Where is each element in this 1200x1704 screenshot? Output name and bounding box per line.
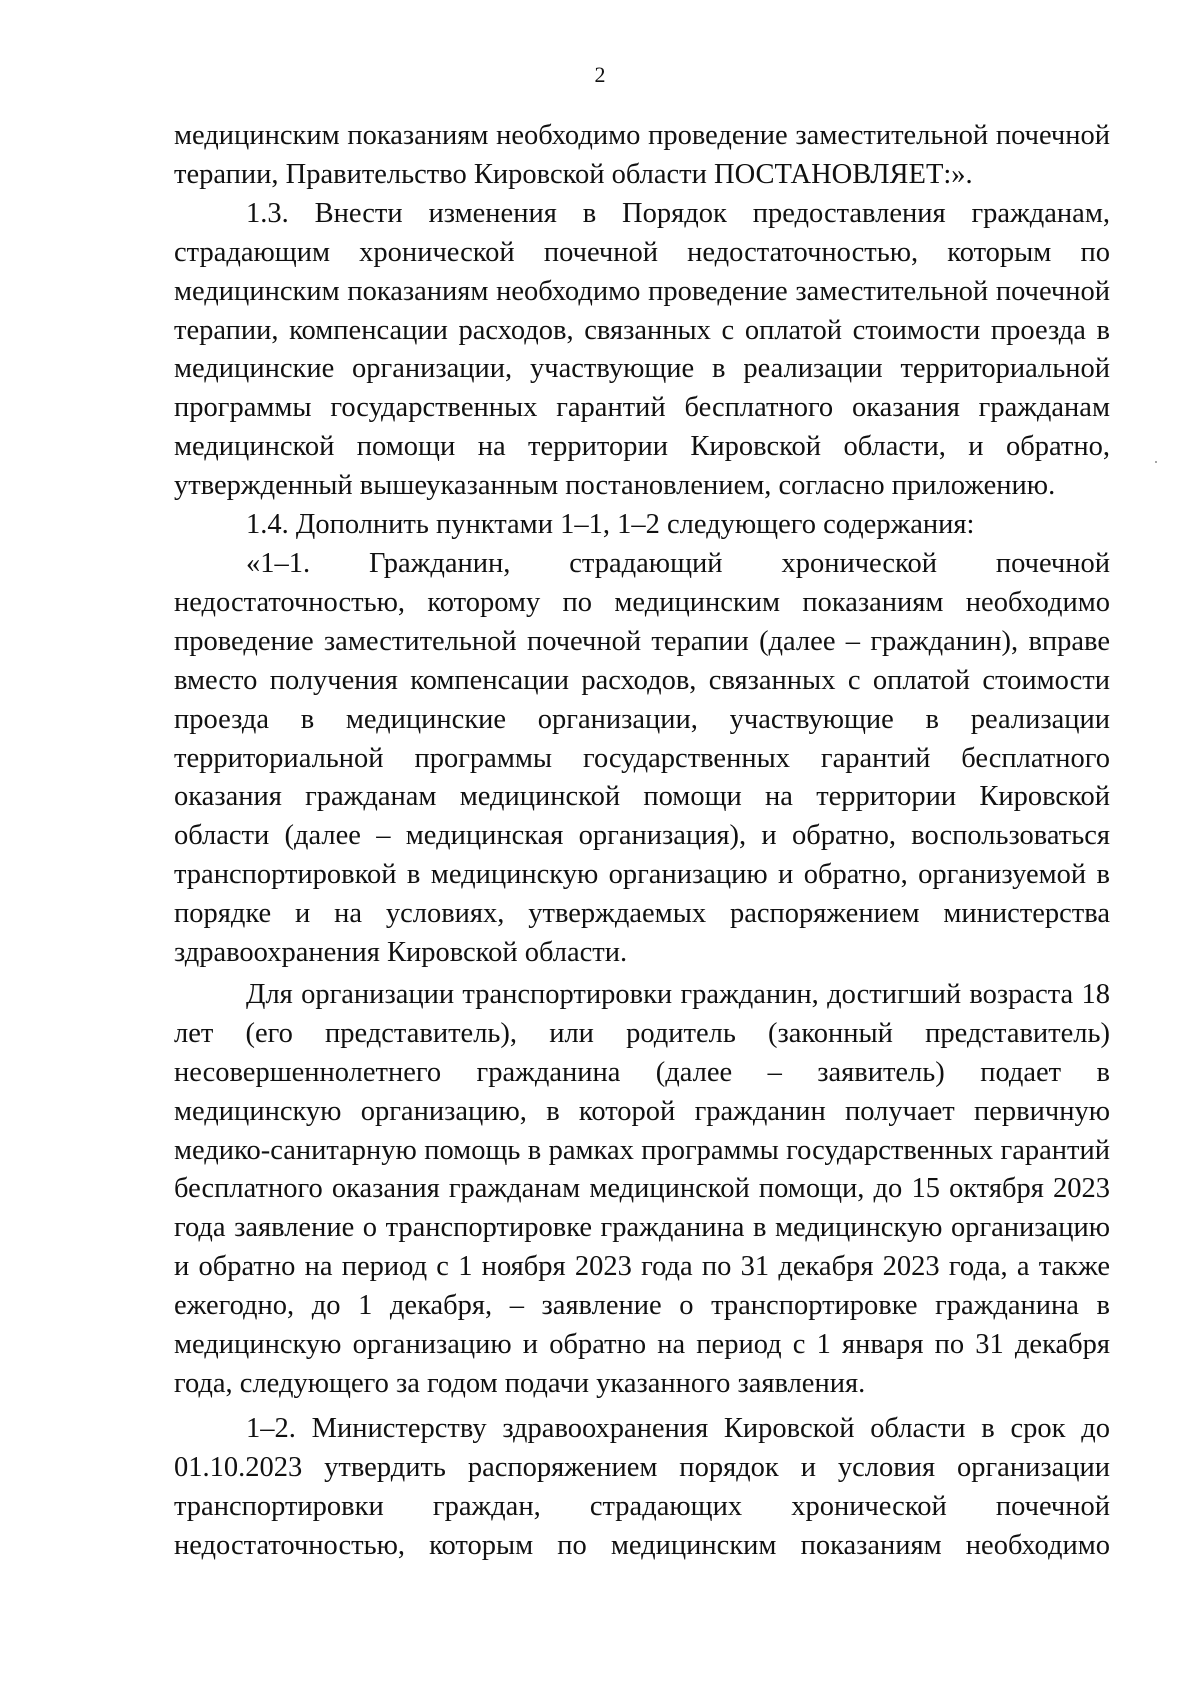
page-number: 2 [594,62,606,87]
paragraph-1-4: 1.4. Дополнить пунктами 1–1, 1–2 следующего содержания: [246,509,975,541]
scan-speck [1155,461,1157,463]
paragraph-1-1: «1–1. Гражданин, страдающий хронической почечной недостаточностью, которому по медицинским показаниям необходимо проведение заместительной почечной терапии (далее – гражданин), вправе вместо получения компенсации расходов, связанных с оплатой стоимости проезда в медицинские организации, участвующие в реализации территориальной программы государственных гарантий бесплатного оказания гражданам медицинской помощи на территории Кировской области (далее – медицинская организация), и обратно, воспользоваться транспортировкой в медицинскую организацию и обратно, организуемой в порядке и на условиях, утверждаемых распоряжением министерства здравоохранения Кировской области. [174,547,1110,969]
paragraph-continuation: медицинским показаниям необходимо проведение заместительной почечной терапии, Правительство Кировской области ПОСТАНОВЛЯЕТ:». [174,120,1110,190]
paragraph-1-3: 1.3. Внести изменения в Порядок предоставления гражданам, страдающим хронической почечной недостаточностью, которым по медицинским показаниям необходимо проведение заместительной почечной терапии, компенсации расходов, связанных с оплатой стоимости проезда в медицинские организации, участвующие в реализации территориальной программы государственных гарантий бесплатного оказания гражданам медицинской помощи на территории Кировской области, и обратно, утвержденный вышеуказанным постановлением, согласно приложению. [174,197,1110,502]
paragraph-1-2: 1–2. Министерству здравоохранения Кировской области в срок до 01.10.2023 утвердить распоряжением порядок и условия организации транспортировки граждан, страдающих хронической почечной недостаточностью, которым по медицинским показаниям необходимо [174,1412,1110,1561]
paragraph-transport-application: Для организации транспортировки гражданин, достигший возраста 18 лет (его представитель), или родитель (законный представитель) несовершеннолетнего гражданина (далее – заявитель) подает в медицинскую организацию, в которой гражданин получает первичную медико-санитарную помощь в рамках программы государственных гарантий бесплатного оказания гражданам медицинской помощи, до 15 октября 2023 года заявление о транспортировке гражданина в медицинскую организацию и обратно на период с 1 ноября 2023 года по 31 декабря 2023 года, а также ежегодно, до 1 декабря, – заявление о транспортировке гражданина в медицинскую организацию и обратно на период с 1 января по 31 декабря года, следующего за годом подачи указанного заявления. [174,978,1110,1399]
document-body [174,117,1110,1566]
